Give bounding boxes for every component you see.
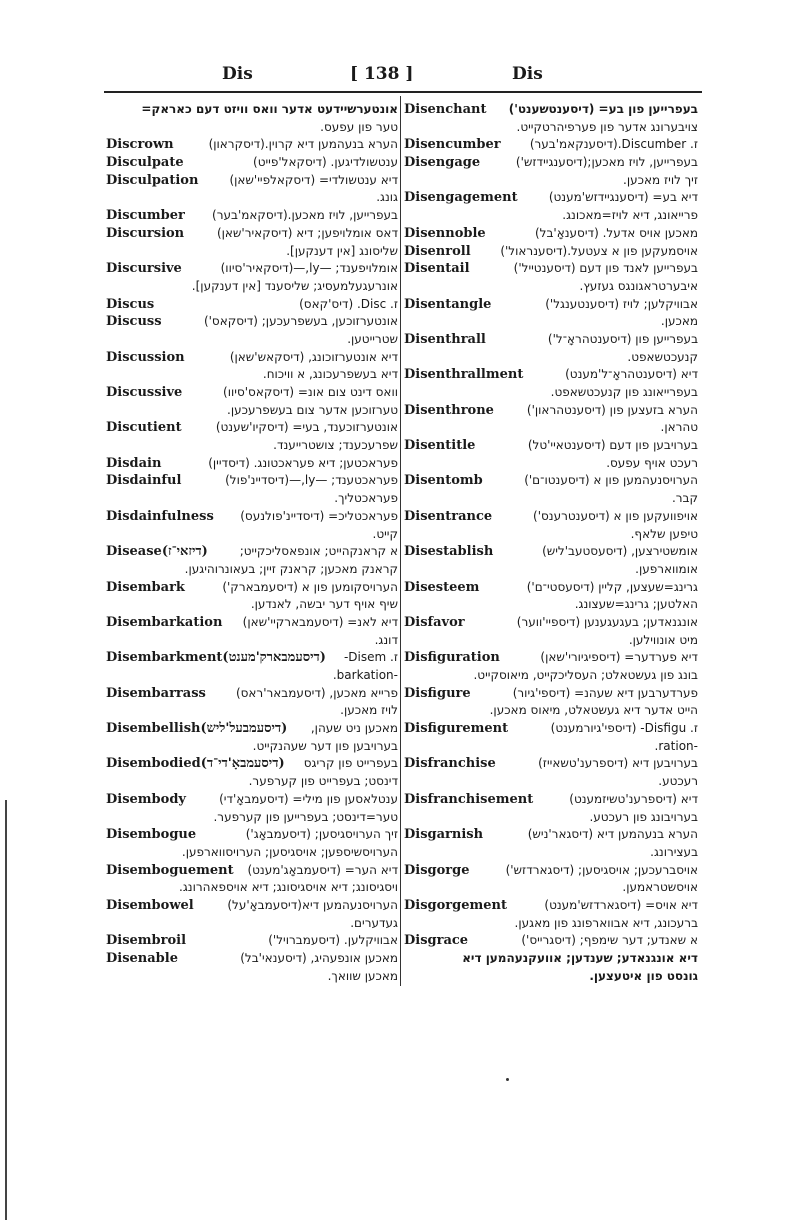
yiddish-definition: דינסט; בעפרייט פון קערפער. [248, 774, 398, 789]
english-headword: Disdainful [106, 473, 182, 489]
yiddish-definition: בעפרייען פון בע= (דיסענטשענט') [508, 102, 698, 116]
yiddish-definition: אונטערזוכען, בעשפרעכען; (דיסקאס') [203, 314, 398, 329]
dictionary-entry-line [106, 862, 398, 880]
yiddish-definition: שפרעכענד; צושטרייענד. [273, 438, 398, 453]
dictionary-continuation-line [106, 915, 398, 933]
dictionary-entry-line [404, 720, 698, 738]
yiddish-definition: טיפען שלאף. [630, 526, 698, 541]
dictionary-entry-line [404, 260, 698, 278]
yiddish-definition: רעכטע. [658, 774, 698, 789]
dictionary-continuation-line [404, 526, 698, 544]
yiddish-definition: ז. Discumber.(דיסענקאמ'בער) [529, 137, 698, 152]
dictionary-continuation-line [404, 809, 698, 827]
dictionary-entry-line [106, 472, 398, 490]
dictionary-continuation-line [106, 366, 398, 384]
dictionary-entry-line [404, 101, 698, 119]
yiddish-definition: דיא לאנ= (דיסעמבארקיי'שאן) [242, 614, 398, 629]
dictionary-continuation-line [404, 455, 698, 473]
dictionary-entry-line [404, 402, 698, 420]
dictionary-continuation-line [404, 879, 698, 897]
yiddish-definition: בעפרייען, לויז מאכען;(דיסענגיידזש') [515, 155, 698, 170]
dictionary-entry-line [106, 755, 398, 773]
english-headword: Disembarrass [106, 685, 206, 701]
yiddish-definition: פעראכטליך. [334, 491, 398, 506]
yiddish-definition: פעראכטען; דיא פעראכטונג. (דיסדיין) [208, 455, 398, 470]
dictionary-continuation-line [404, 384, 698, 402]
yiddish-definition: מאכען שוואך. [327, 968, 398, 983]
dictionary-continuation-line [106, 968, 398, 986]
yiddish-definition: וואס דינט צום אונ= (דיסקאס'סיוו) [223, 385, 398, 399]
yiddish-definition: דיא בעשפרעכונג, א וויכוח. [262, 367, 398, 382]
yiddish-definition: מיט אונווילען. [628, 632, 698, 647]
yiddish-definition: פרייאונג, דיא לויז=מאכונג. [562, 208, 698, 223]
dictionary-continuation-line [404, 968, 698, 986]
english-headword: Disembody [106, 791, 186, 807]
dictionary-entry-line [106, 543, 398, 561]
yiddish-definition: האלטען; גרינג=שעצונג. [574, 597, 698, 612]
dictionary-entry-line [106, 649, 398, 667]
running-head-right: Dis [512, 64, 543, 84]
dictionary-entry-line [404, 579, 698, 597]
english-headword: Disembodied(דיסעמבאָ'די־ד) [106, 756, 285, 772]
yiddish-definition: אונטערזוכענד, בעי= (דיסקיו'שענט) [215, 420, 398, 435]
yiddish-definition: הערויסנעהמען פון א (דיסענטו־ם') [524, 473, 698, 488]
yiddish-definition: דיא אונטערזוכונג, (דיסקאש'שאן) [229, 349, 398, 364]
yiddish-definition: בעפרייען פון (דיסענטהראָ־ל') [547, 331, 698, 346]
dictionary-continuation-line [106, 773, 398, 791]
yiddish-definition: ענטלאסען פון מילי= (דיסעמבאָ'די) [219, 791, 398, 806]
yiddish-definition: הערא בנעהמען דיא (דיסגאר'ניש) [527, 827, 698, 842]
yiddish-definition: א שאנדע; דער שימפף; (דיסגרייס') [521, 933, 698, 948]
dictionary-entry-line [404, 649, 698, 667]
yiddish-definition: קנעכטשאפט. [627, 349, 698, 364]
yiddish-definition: -ration. [654, 738, 698, 753]
dictionary-continuation-line [404, 667, 698, 685]
yiddish-definition: צויבערונג אדער פון פערפיהרטקייט. [516, 119, 698, 134]
dictionary-entry-line [404, 136, 698, 154]
yiddish-definition: דאס אומלויפען; דיא (דיסקאיר'שאן) [216, 225, 398, 240]
english-headword: Disesteem [404, 579, 480, 595]
dictionary-continuation-line [404, 773, 698, 791]
english-headword: Disenthrall [404, 331, 486, 347]
english-headword: Discumber [106, 208, 185, 224]
dictionary-continuation-line [106, 667, 398, 685]
left-column [106, 101, 398, 985]
yiddish-definition: ברעכונג, דיא אבווארפונג פון מאגען. [514, 915, 698, 930]
yiddish-definition: שיף אויף דער יבשה, לאנדען. [250, 597, 398, 612]
dictionary-continuation-line [404, 278, 698, 296]
dictionary-continuation-line [404, 596, 698, 614]
dictionary-continuation-line [404, 349, 698, 367]
english-headword: Disease(דיזאי־ז) [106, 544, 208, 560]
dictionary-entry-line [404, 791, 698, 809]
yiddish-definition: מאכען אויס אדעל. (דיסענאָ'בל) [534, 225, 698, 240]
dictionary-continuation-line [106, 331, 398, 349]
english-headword: Discussive [106, 385, 183, 400]
english-headword: Discursive [106, 261, 182, 277]
yiddish-definition: טער=דינסט; בעפרייען פון קערפער. [213, 809, 398, 824]
dictionary-entry-line [106, 419, 398, 437]
english-headword: Disculpate [106, 155, 184, 171]
yiddish-definition: דונג. [374, 632, 398, 647]
english-headword: Discursion [106, 225, 185, 241]
yiddish-definition: טהראן. [660, 420, 698, 435]
yiddish-definition: דיא (דיספרענ'טשיזמענט) [569, 791, 698, 806]
english-headword: Disengagement [404, 190, 518, 206]
dictionary-continuation-line [404, 119, 698, 137]
english-headword: Disestablish [404, 544, 494, 560]
yiddish-definition: דיא (דיסענטהראָ־ל'מענט) [565, 367, 698, 382]
english-headword: Disenable [106, 951, 178, 966]
english-headword: Disfranchisement [404, 791, 534, 807]
yiddish-definition: קייט. [372, 526, 398, 541]
dictionary-entry-line [106, 826, 398, 844]
dictionary-entry-line [106, 579, 398, 597]
english-headword: Disembarkment(דיסעמבארק'מענט) [106, 650, 326, 666]
dictionary-continuation-line [106, 632, 398, 650]
dictionary-entry-line [404, 826, 698, 844]
yiddish-definition: רעכט אויף עפעס. [606, 455, 698, 470]
english-headword: Disenroll [404, 243, 471, 259]
yiddish-definition: הייט אדער דיא געשטאלט, מיאוס מאכען. [489, 703, 698, 718]
dictionary-entry-line [106, 897, 398, 915]
dictionary-entry-line [106, 791, 398, 809]
running-head-left: Dis [222, 64, 253, 84]
yiddish-definition: בעפרייט פון קריגס [303, 756, 398, 771]
yiddish-definition: זיך לויז מאכען. [623, 172, 698, 187]
english-headword: Disenthrone [404, 402, 494, 418]
english-headword: Disfavor [404, 614, 465, 630]
dictionary-entry-line [106, 296, 398, 314]
yiddish-definition: אויסברעכען; אויסגיסען; (דיסגארדזש') [505, 862, 698, 877]
dictionary-continuation-line [404, 419, 698, 437]
dictionary-entry-line [404, 296, 698, 314]
yiddish-definition: מאכען. [660, 314, 698, 329]
dictionary-continuation-line [404, 915, 698, 933]
english-headword: Disembark [106, 579, 185, 595]
page-number: [ 138 ] [350, 64, 414, 84]
yiddish-definition: גונג. [376, 190, 398, 205]
yiddish-definition: אויסמעקען פון א צעטעל.(דיסענראול') [500, 243, 698, 258]
dictionary-entry-line [404, 932, 698, 950]
yiddish-definition: -barkation. [332, 668, 398, 682]
english-headword: Disgarnish [404, 827, 484, 843]
english-headword: Disentail [404, 261, 470, 277]
yiddish-definition: ז. Disem- [343, 650, 398, 665]
dictionary-entry-line [404, 154, 698, 172]
yiddish-definition: דיא אויס= (דיסגארדזש'מענט) [544, 897, 698, 912]
dictionary-entry-line [106, 384, 398, 402]
dictionary-continuation-line [404, 490, 698, 508]
dictionary-continuation-line [106, 561, 398, 579]
dictionary-entry-line [106, 349, 398, 367]
dictionary-entry-line [404, 243, 698, 261]
column-divider [400, 96, 401, 986]
dictionary-continuation-line [404, 561, 698, 579]
yiddish-definition: טער פון עפעס. [320, 119, 398, 134]
dictionary-entry-line [106, 455, 398, 473]
english-headword: Disennoble [404, 225, 486, 241]
dictionary-continuation-line [106, 844, 398, 862]
dictionary-continuation-line [106, 879, 398, 897]
yiddish-definition: ויסגיסונג; דיא אויסגיסונג; דיא אויספאהרונג. [179, 880, 398, 895]
english-headword: Discus [106, 296, 155, 312]
dictionary-entry-line [106, 313, 398, 331]
dictionary-entry-line [404, 862, 698, 880]
yiddish-definition: פערדערבען דיא שעהנ= (דיספי'גיור) [512, 685, 698, 700]
english-headword: Disembogue [106, 827, 197, 843]
yiddish-definition: הערא בזעצען פון (דיסענטהראון') [526, 402, 698, 417]
dictionary-entry-line [404, 614, 698, 632]
dictionary-entry-line [404, 437, 698, 455]
english-headword: Disembarkation [106, 614, 223, 630]
english-headword: Disentomb [404, 473, 483, 489]
yiddish-definition: ענטשולדיגען. (דיסקאל'פייט) [253, 155, 398, 170]
dictionary-continuation-line [404, 844, 698, 862]
yiddish-definition: פעראכטענד; —ly,—(דיסדיינ'פול) [225, 473, 398, 488]
dictionary-entry-line [404, 225, 698, 243]
yiddish-definition: בעצירונג. [650, 844, 698, 859]
dictionary-continuation-line [106, 490, 398, 508]
english-headword: Disfigure [404, 685, 471, 701]
dictionary-entry-line [404, 189, 698, 207]
dictionary-entry-line [106, 260, 398, 278]
dictionary-continuation-line [106, 119, 398, 137]
yiddish-definition: בערויבען פון דער שעהנקייט. [252, 738, 398, 753]
dictionary-continuation-line [404, 207, 698, 225]
dictionary-continuation-line [106, 702, 398, 720]
dictionary-entry-line [106, 950, 398, 968]
dictionary-entry-line [106, 207, 398, 225]
yiddish-definition: אונרעגעלמעסיג; שליסענד [אין דענקען]. [191, 278, 398, 293]
dictionary-entry-line [106, 508, 398, 526]
yiddish-definition: א קראנקהייט; אונפאסליכקייט; [239, 544, 398, 559]
yiddish-definition: גרינג=שעצען, קליין (דיסעסטי־ם') [526, 579, 698, 594]
dictionary-entry-line [106, 720, 398, 738]
yiddish-definition: געדערים. [350, 915, 398, 930]
dictionary-entry-line [106, 932, 398, 950]
yiddish-definition: שטרייטען. [347, 331, 398, 346]
dictionary-continuation-line [106, 101, 398, 119]
dictionary-continuation-line [404, 950, 698, 968]
dictionary-entry-line [106, 614, 398, 632]
dictionary-entry-line [106, 172, 398, 190]
yiddish-definition: אונטערשיידעט אדער וואס וויזט דעם כאראק= [141, 102, 398, 116]
dictionary-entry-line [106, 685, 398, 703]
dictionary-entry-line [106, 225, 398, 243]
english-headword: Discrown [106, 137, 174, 153]
yiddish-definition: לויז מאכען. [340, 703, 398, 718]
dictionary-continuation-line [106, 738, 398, 756]
scan-edge [5, 800, 7, 1220]
yiddish-definition: ז. Disfigu- (דיספי'גיורמענט) [550, 721, 698, 736]
yiddish-definition: גונסט פון איטעצען. [589, 968, 698, 983]
dictionary-entry-line [106, 136, 398, 154]
dictionary-entry-line [404, 472, 698, 490]
yiddish-definition: בערויבען דיא (דיספרענ'טשאייז) [538, 756, 698, 771]
dictionary-continuation-line [106, 437, 398, 455]
english-headword: Discussion [106, 349, 185, 365]
yiddish-definition: פעראכטליכ= (דיסדיינ'פולנעס) [240, 508, 398, 523]
yiddish-definition: הערא בנעהמען דיא קרוין.(דיסקראון) [208, 137, 398, 152]
dictionary-entry-line [404, 366, 698, 384]
yiddish-definition: קראנק מאכען; קראנק זיין; בעאונרוהיגען. [184, 561, 398, 576]
yiddish-definition: בערויבונג פון רעכטע. [589, 809, 698, 824]
english-headword: Disgrace [404, 933, 469, 949]
dictionary-entry-line [404, 331, 698, 349]
english-headword: Disfranchise [404, 756, 496, 772]
dictionary-continuation-line [106, 243, 398, 261]
english-headword: Discuss [106, 314, 162, 330]
dictionary-continuation-line [404, 738, 698, 756]
dictionary-entry-line [106, 154, 398, 172]
english-headword: Disfigurement [404, 721, 509, 737]
english-headword: Disembellish(דיסעמבעל'ליש) [106, 721, 288, 737]
yiddish-definition: הערויסקומען פון א (דיסעמבארק') [222, 579, 398, 594]
yiddish-definition: בעפרייען, לויז מאכען.(דיסקאמ'בער) [212, 208, 398, 223]
yiddish-definition: אויפוועקען פון א (דיסענטרענס') [533, 508, 698, 523]
english-headword: Disembroil [106, 933, 187, 949]
yiddish-definition: מאכען אונפעהיג, (דיסענאי'בל) [240, 951, 398, 965]
yiddish-definition: אבוויקלען. (דיסעמברויל') [268, 933, 398, 948]
english-headword: Disgorge [404, 862, 470, 878]
english-headword: Disenchant [404, 102, 487, 117]
english-headword: Discutient [106, 420, 182, 436]
yiddish-definition: דיא ענטשולדי= (דיסקאלפיי'שאן) [229, 172, 398, 187]
dictionary-entry-line [404, 508, 698, 526]
yiddish-definition: אויסשטראמען. [622, 880, 698, 895]
yiddish-definition: אומלויפענד; —ly,—(דיסקאיר'סיוו) [220, 261, 398, 276]
yiddish-definition: אומשטירצען, (דיסעסטעב'ליש) [542, 544, 698, 559]
english-headword: Disfiguration [404, 650, 500, 666]
yiddish-definition: פרייא מאכען, (דיסעמבאר'ראס) [235, 685, 398, 700]
english-headword: Disentrance [404, 508, 493, 524]
dictionary-continuation-line [404, 172, 698, 190]
dictionary-entry-line [404, 755, 698, 773]
english-headword: Disemboguement [106, 862, 234, 878]
yiddish-definition: דיא אונגנאדע; שענדען; אוועקנעהמען דיא [462, 951, 698, 965]
english-headword: Disengage [404, 155, 481, 171]
english-headword: Disencumber [404, 137, 501, 153]
dictionary-entry-line [404, 685, 698, 703]
dictionary-continuation-line [106, 278, 398, 296]
yiddish-definition: דיא בע= (דיסענגיידזש'מענט) [548, 190, 698, 205]
dictionary-continuation-line [106, 596, 398, 614]
english-headword: Disculpation [106, 172, 199, 188]
yiddish-definition: בונג פון געשטאלט; העסליכקייט, מיאוסקייט. [473, 668, 698, 682]
ink-speck [506, 1078, 509, 1081]
dictionary-entry-line [404, 897, 698, 915]
yiddish-definition: קבר. [671, 491, 698, 506]
dictionary-continuation-line [106, 526, 398, 544]
yiddish-definition: זיך הערויסגיסען; (דיסעמבאָג') [245, 827, 398, 842]
yiddish-definition: דיא פערדער= (דיספיגיורי'שאן) [540, 650, 698, 665]
dictionary-continuation-line [106, 189, 398, 207]
dictionary-continuation-line [404, 632, 698, 650]
yiddish-definition: הערויסנעהמען דיא(דיסעמבאָ'על) [227, 897, 398, 912]
right-column [404, 101, 698, 985]
dictionary-continuation-line [106, 809, 398, 827]
english-headword: Disdainfulness [106, 508, 214, 524]
dictionary-entry-line [404, 543, 698, 561]
english-headword: Disgorgement [404, 897, 507, 913]
english-headword: Disembowel [106, 897, 194, 913]
yiddish-definition: איבערטראגונגס געזעץ. [579, 278, 698, 293]
yiddish-definition: אומווארפען. [635, 561, 698, 576]
yiddish-definition: שליסונג [אין דענקען]. [286, 243, 398, 258]
dictionary-continuation-line [404, 702, 698, 720]
yiddish-definition: בעפרייאונג פון קנעכטשאפט. [550, 385, 698, 399]
yiddish-definition: דיא הער= (דיסעמבאָג'מענט) [247, 862, 398, 877]
english-headword: Disentitle [404, 438, 476, 454]
yiddish-definition: טערזוכען אדער צום בעשפרעכען. [227, 402, 398, 417]
yiddish-definition: הערויסשיספען; אויסגיסען; הערויסווארפען. [181, 844, 398, 859]
dictionary-continuation-line [106, 402, 398, 420]
english-headword: Disentangle [404, 296, 492, 312]
header-rule [104, 91, 702, 93]
yiddish-definition: אבוויקלען; לויז (דיסענטענגל') [545, 296, 698, 311]
dictionary-continuation-line [404, 313, 698, 331]
yiddish-definition: מאכען ניט שעהן, [310, 721, 398, 736]
yiddish-definition: בעפרייען לאנד פון דעם (דיסענטייל') [513, 261, 698, 276]
yiddish-definition: אונגנאדען; בעגעגענען (דיספיי'ווער) [516, 614, 698, 629]
english-headword: Disenthrallment [404, 367, 524, 383]
yiddish-definition: ז. Disc. (דיס'קאס) [299, 296, 398, 311]
english-headword: Disdain [106, 455, 162, 471]
yiddish-definition: בערויבען פון דעם (דיסענטאיי'טל) [527, 438, 698, 453]
